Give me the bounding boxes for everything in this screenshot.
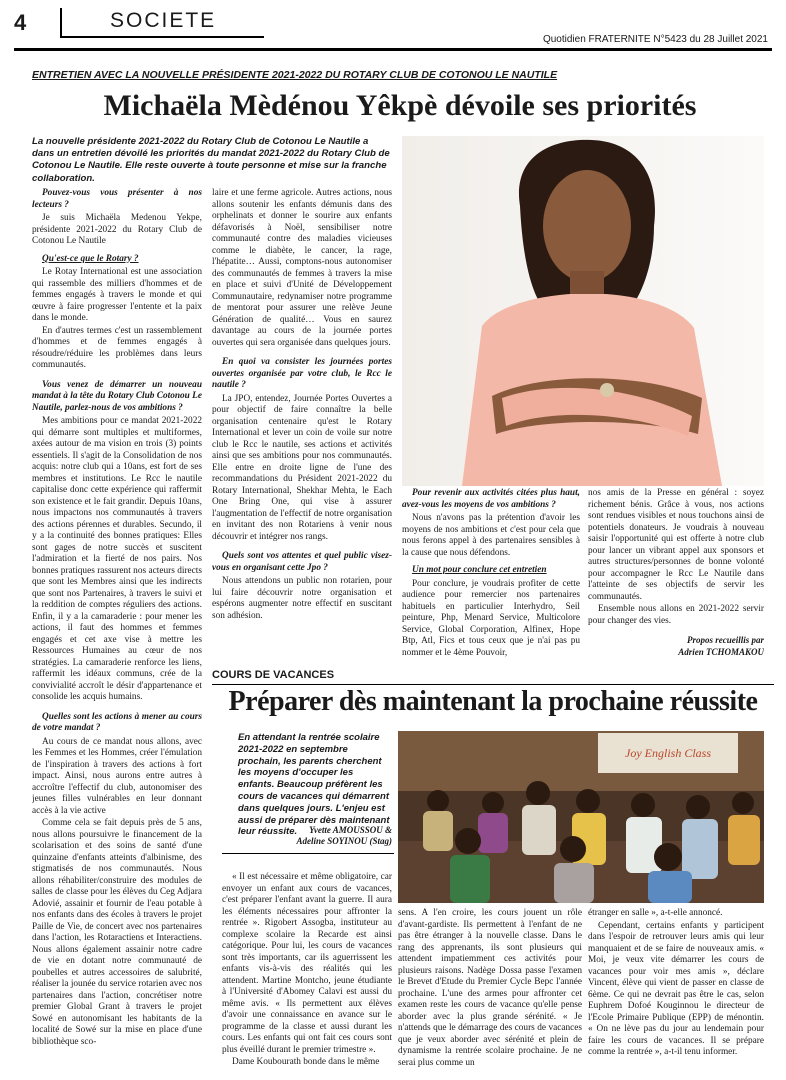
question: Vous venez de démarrer un nouveau mandat à la tête du Rotary Club Cotonou Le Nautile, parlez-nous de vos ambitions ? bbox=[32, 379, 202, 413]
article-column-2 bbox=[212, 188, 392, 658]
article2-chapeau: En attendant la rentrée scolaire 2021-2022 en septembre prochain, les parents cherchent les moyens d'occuper les enfants. Beaucoup préfèrent les cours de vacances qui démarrent dans quelques jours. L'enjeu est aussi de préparer dès maintenant leur réussite. bbox=[238, 732, 390, 838]
paragraph: « Il est nécessaire et même obligatoire, car envoyer un enfant aux cours de vacances, c'est préparer l'enfant avant la guerre. Il aura les éléments nécessaires pour affronter la rentrée ». Rigobert Assogba, instituteur au complexe scolaire la Recarde est ainsi catégorique. Pour lui, les cours de vacances sont très importants, car ils aguerrissent les enfants vis-à-vis des réalités qui les attendent. Martine Montcho, jeune étudiante à l'Université d'Abomey Calavi est aussi du même avis. « Ils permettent aux élèves d'avoir une connaissance en avance sur le programme de la classe et aussi durant les cours. Les enfants qui ont fait ces cours sont plus éveillé durant le premier trimestre ». bbox=[222, 872, 392, 1055]
page-number: 4 bbox=[14, 10, 27, 35]
section-label: SOCIETE bbox=[110, 9, 217, 32]
article-column-4 bbox=[588, 488, 764, 664]
question: Qu'est-ce que le Rotary ? bbox=[42, 253, 139, 264]
answer: Le Rotay International est une association qui rassemble des milliers d'hommes et de femmes engagés à travers le monde et qui œuvre à faire progresser l'entente et la paix dans le monde. bbox=[32, 267, 202, 323]
issue-line: Quotidien FRATERNITE N°5423 du 28 Juillet 2021 bbox=[542, 34, 768, 45]
paragraph: étranger en salle », a-t-elle annoncé. bbox=[588, 908, 723, 918]
paragraph: Cependant, certains enfants y participent dans l'espoir de retrouver leurs amis qui leur manquaient et de se faire de nouveaux amis. « Moi, je veux vite démarrer les cours de vacances pour voir mes amis », déclare Vincent, élève qui vient de passer en classe de 6ème. Ce qui ne devrait pas être le cas, selon Euphrem Dofoé Kouginnou le directeur de l'Ecole Primaire Publique (EPP) de ménontin. « On ne lève pas du jour au lendemain pour faire les cours de vacances. Il se prépare comme la rentrée », a-t-il tenu informer. bbox=[588, 920, 764, 1057]
question: Pouvez-vous vous présenter à nos lecteurs ? bbox=[32, 188, 202, 210]
portrait-photo bbox=[402, 136, 764, 486]
answer: Pour conclure, je voudrais profiter de cette audience pour remercier nos partenaires habituels en particulier Interhydro, Seil peinture, Php, Menard Service, Multicolore Service, Global Corporation, Alfinex, Hope Btp, Atl, Fics et tous ceux que je n'ai pas pu nommer et le 4ème Pouvoir, bbox=[402, 578, 580, 658]
answer: Ensemble nous allons en 2021-2022 servir pour changer des vies. bbox=[588, 604, 764, 626]
answer: laire et une ferme agricole. Autres actions, nous allons soutenir les enfants démunis dans des orphelinats et donner le sourire aux enfants défavorisés à Noël, sensibiliser notre communauté contre des maladies vicieuses comme le diabète, le cancer, la rage, l'hépatite… Aussi, comptons-nous autonomiser des communautés de femmes à travers la mise en place et suivi d'Unité de Développement Communautaire, redynamiser notre programme de mentorat pour assurer une relève Jeune Génération de qualité… Vous en saurez davantage au cours de la journée portes ouvertes qui sera organisée dans quelques jours. bbox=[212, 188, 392, 348]
answer: Je suis Michaëla Medenou Yekpe, présidente 2021-2022 du Rotary Club de Cotonou Le Nautile bbox=[32, 213, 202, 246]
article2-byline bbox=[252, 825, 392, 847]
answer: Comme cela se fait depuis près de 5 ans, nous allons poursuivre le financement de la scolarisation et des soins de santé d'une quinzaine d'enfants atteints d'albinisme, des stigmatisés de nos communautés. Nous allons réhabiliter/construire des modules de salles de classe pour les élèves du Ceg Adjara Adovié, assainir et fournir de l'eau potable à nos enfants dans des écoles à travers le projet Paille de Vie, de concert avec nos partenaires dans l'action, les Rotaractiens et Interactiens. Nous allons également assainir notre cadre de vie en dotant notre communauté de poubelles et autres accessoires de salubrité, réaliser la jounée du service rotarien avec nos partenaires dans l'action, concrétiser notre premier Global Grant à travers le projet Sowé en autonomisant les habitants de la localité de Sowé sur la mise en place d'une bibliothèque sco- bbox=[32, 818, 202, 1047]
question: Un mot pour conclure cet entretien bbox=[412, 565, 547, 575]
article-headline: Michaëla Mèdénou Yêkpè dévoile ses priorités bbox=[103, 89, 697, 122]
answer: Au cours de ce mandat nous allons, avec les Femmes et les Hommes, créer l'émulation de l'inspiration à travers des actions à fort impact. Ainsi, nous aurons entre autres à accroître l'effectif du club, autonomiser des jeunes filles vulnérables en leur donnant accès à la vie active bbox=[32, 736, 202, 816]
article-kicker: ENTRETIEN AVEC LA NOUVELLE PRÉSIDENTE 2021-2022 DU ROTARY CLUB DE COTONOU LE NAUTILE bbox=[32, 69, 558, 81]
answer: nos amis de la Presse en général : soyez richement bénis. Grâce à vous, nos actions sont rendues visibles et nous touchons ainsi de potentiels donateurs. Je voudrais à nouveau saisir l'opportunité qui est offerte à notre club pour lancer un vibrant appel aux sponsors et autres structures/personnes de bonne volonté pour accompagner le Rcc Le Nautile dans l'atteinte de ses objectifs de servir les communautés. bbox=[588, 488, 764, 602]
article2-column-3 bbox=[588, 908, 764, 1076]
answer: Mes ambitions pour ce mandat 2021-2022 qui démarre sont multiples et multiformes, axées autour de ma vision en trois (3) points essentiels. Il s'agit de la Consolidation de nos acquis: notre club qui a 10ans, est fort de ses membres et institutions. Le Rcc le nautile capitalise donc cette expérience qui raffermit son existence et le fait grandir. Depuis 10ans, nous impactons nos communautés à travers des actions pérennes et durables. Secundo, il y a la continuité des bonnes pratiques: Elles sont gages de notre succès et suscitent l'admiration et la fierté de nos pairs. Nos bonnes pratiques rassurent nos acteurs directs que sont les Membres ainsi que les indirects que sont nos Partenaires, à travers le suivi et la reddition de comptes réguliers des actions. Enfin, il y a la camaraderie : pour mener les actions, il faut des hommes et femmes engagés et cet axe vise à mettre les Ressources Humaines au cœur de nos stratégies. La camaraderie renforce les liens, raffermit les idéaux communs, crée de la convivialité accroît le désir d'appartenance et consolide les acquis humains. bbox=[32, 416, 202, 702]
byline-name-1: Yvette AMOUSSOU & bbox=[309, 825, 392, 835]
article2-rule bbox=[212, 684, 774, 685]
answer: Nous n'avons pas la prétention d'avoir les moyens de nos ambitions et c'est pour cela que nous ferons appel à des partenaires sensibles à la cause que nous défendons. bbox=[402, 513, 580, 558]
article-column-1 bbox=[32, 188, 202, 1076]
article2-section-label: COURS DE VACANCES bbox=[212, 669, 335, 681]
question: Quels sont vos attentes et quel public visez-vous en organisant cette Jpo ? bbox=[212, 551, 392, 573]
byline-name-2: Adeline SOYINOU (Stag) bbox=[296, 836, 392, 846]
class-sign-text: Joy English Class bbox=[625, 746, 711, 760]
answer: En d'autres termes c'est un rassemblement d'hommes et de femmes engagés à résoudre/réduire les problèmes dans leurs communautés. bbox=[32, 325, 202, 370]
article-chapeau: La nouvelle présidente 2021-2022 du Rotary Club de Cotonou Le Nautile a dans un entretien dévoilé les priorités du mandat 2021-2022 du Rotary Club de Cotonou Le Nautile. Elle reste ouverte à toute personne et mise sur la franche collaboration. bbox=[32, 136, 390, 184]
paragraph: sens. A l'en croire, les cours jouent un rôle d'avant-gardiste. Ils permettent à l'enfant de ne pas être étranger à la nouvelle classe. Dans le rang des apprenants, ils sont plusieurs qui attendent impatiemment ces activités pour plusieurs raisons. Nadège Dossa passe l'examen le Brevet d'Etude du Premier Cycle Bepc l'année prochaine. L'une des armes pour affronter cet examen reste les cours de vacance qu'elle pense aborder avec la plus grande sérénité. « Je n'attends que le démarrage des cours de vacances que je veux aborder avec sérénité et plein de dynamisme la rentrée scolaire prochaine. Je ne serai plus comme un bbox=[398, 908, 582, 1068]
article-column-3 bbox=[402, 488, 580, 664]
answer: Nous attendons un public non rotarien, pour lui faire découvrir notre organisation et espérons augmenter notre effectif en suscitant son adhésion. bbox=[212, 576, 392, 621]
question: Pour revenir aux activités citées plus haut, avez-vous les moyens de vos ambitions ? bbox=[402, 488, 580, 510]
article2-column-1 bbox=[222, 872, 392, 1076]
answer: La JPO, entendez, Journée Portes Ouvertes a pour objectif de faire connaître la belle organisation centenaire qu'est le Rotary International et lever un coin de voile sur notre club le Rcc le nautile, ses actions et activités ainsi que ses ambitions pour nos communautés. Elle entre en droite ligne de l'une des recommandations du Président 2021-2022 du Rotary International, Shekhar Mehta, le Each One Bring One, qui vise à assurer l'augmentation de l'effectif de notre organisation en invitant des non Rotariens à venir nous découvrir et intégrer nos rangs. bbox=[212, 393, 392, 542]
question: En quoi va consister les journées portes ouvertes organisée par votre club, le Rcc le nautile ? bbox=[212, 357, 392, 390]
signature-line-1: Propos recueillis par bbox=[686, 635, 764, 645]
article2-column-2 bbox=[398, 908, 582, 1076]
article2-headline: Préparer dès maintenant la prochaine réussite bbox=[228, 686, 758, 717]
signature-line-2: Adrien TCHOMAKOU bbox=[678, 647, 764, 657]
question: Quelles sont les actions à mener au cours de votre mandat ? bbox=[32, 711, 202, 733]
byline-rule bbox=[222, 853, 394, 854]
header-rule bbox=[14, 48, 772, 51]
paragraph: Dame Koubourath bonde dans le même bbox=[232, 1057, 380, 1067]
classroom-photo bbox=[398, 731, 764, 903]
